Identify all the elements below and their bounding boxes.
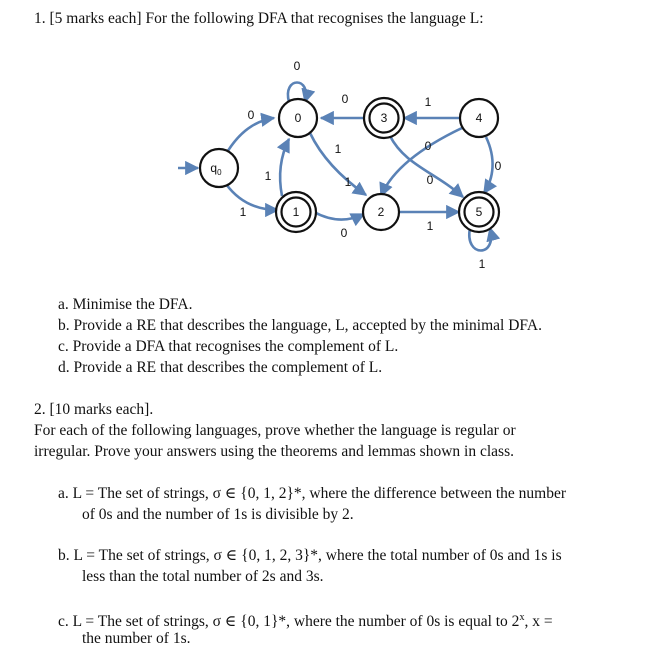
label-mid-1: 1 xyxy=(344,175,352,189)
edge-s4-to-s5 xyxy=(484,137,493,193)
label-q0-to-s0: 0 xyxy=(247,108,255,122)
question-2-intro-line-1: For each of the following languages, prove whether the language is regular or xyxy=(34,422,516,439)
dfa-diagram xyxy=(0,0,667,290)
question-2-item-a-line-1: a. L = The set of strings, σ ∈ {0, 1, 2}*, where the difference between the number xyxy=(58,485,567,502)
edge-q0-to-s0 xyxy=(226,118,274,154)
exponent-x: x xyxy=(519,612,525,623)
question-2-item-b-line-1: b. L = The set of strings, σ ∈ {0, 1, 2, 3}*, where the total number of 0s and 1s is xyxy=(58,547,562,564)
question-1-item-c: c. Provide a DFA that recognises the complement of L. xyxy=(58,338,399,355)
question-1-heading: 1. [5 marks each] For the following DFA that recognises the language L: xyxy=(34,10,484,27)
label-s0-to-s2: 1 xyxy=(334,142,342,156)
question-2-intro-line-2: irregular. Prove your answers using the theorems and lemmas shown in class. xyxy=(34,443,514,460)
state-4-label: 4 xyxy=(475,111,483,125)
state-5-label: 5 xyxy=(475,205,483,219)
edge-s1-to-s0 xyxy=(280,139,289,196)
label-s0-loop: 0 xyxy=(293,59,301,73)
label-s1-to-s0: 1 xyxy=(264,169,272,183)
label-s3-to-s0: 0 xyxy=(341,92,349,106)
state-1-label: 1 xyxy=(292,205,300,219)
label-q0-to-s1: 1 xyxy=(239,205,247,219)
label-s3-to-s5: 0 xyxy=(424,139,432,153)
label-s4-to-s5: 0 xyxy=(494,159,502,173)
question-1-item-b: b. Provide a RE that describes the language, L, accepted by the minimal DFA. xyxy=(58,317,542,334)
state-0-label: 0 xyxy=(294,111,302,125)
label-s1-to-s2: 0 xyxy=(340,226,348,240)
state-q0-label: $q_0$ xyxy=(210,161,222,177)
question-2-item-c-text: c. L = The set of strings, σ ∈ {0, 1}*, where the number of 0s is equal to 2 xyxy=(58,613,520,631)
question-2-item-b-line-2: less than the total number of 2s and 3s. xyxy=(82,568,324,585)
edge-q0-to-s1 xyxy=(226,184,278,210)
question-2-heading: 2. [10 marks each]. xyxy=(34,401,154,418)
label-s4-to-s2: 0 xyxy=(426,173,434,187)
label-s4-to-s3: 1 xyxy=(424,95,432,109)
question-2-item-c-line-2: the number of 1s. xyxy=(82,630,191,647)
edge-s1-to-s2 xyxy=(314,212,364,220)
state-2-label: 2 xyxy=(377,205,385,219)
question-1-item-a: a. Minimise the DFA. xyxy=(58,296,193,313)
question-2-item-a-line-2: of 0s and the number of 1s is divisible by 2. xyxy=(82,506,354,523)
state-3-label: 3 xyxy=(380,111,388,125)
question-2-item-c-text-end: , x = xyxy=(524,613,553,631)
label-s5-loop: 1 xyxy=(478,257,486,271)
question-1-item-d: d. Provide a RE that describes the complement of L. xyxy=(58,359,383,376)
label-s2-to-s5: 1 xyxy=(426,219,434,233)
